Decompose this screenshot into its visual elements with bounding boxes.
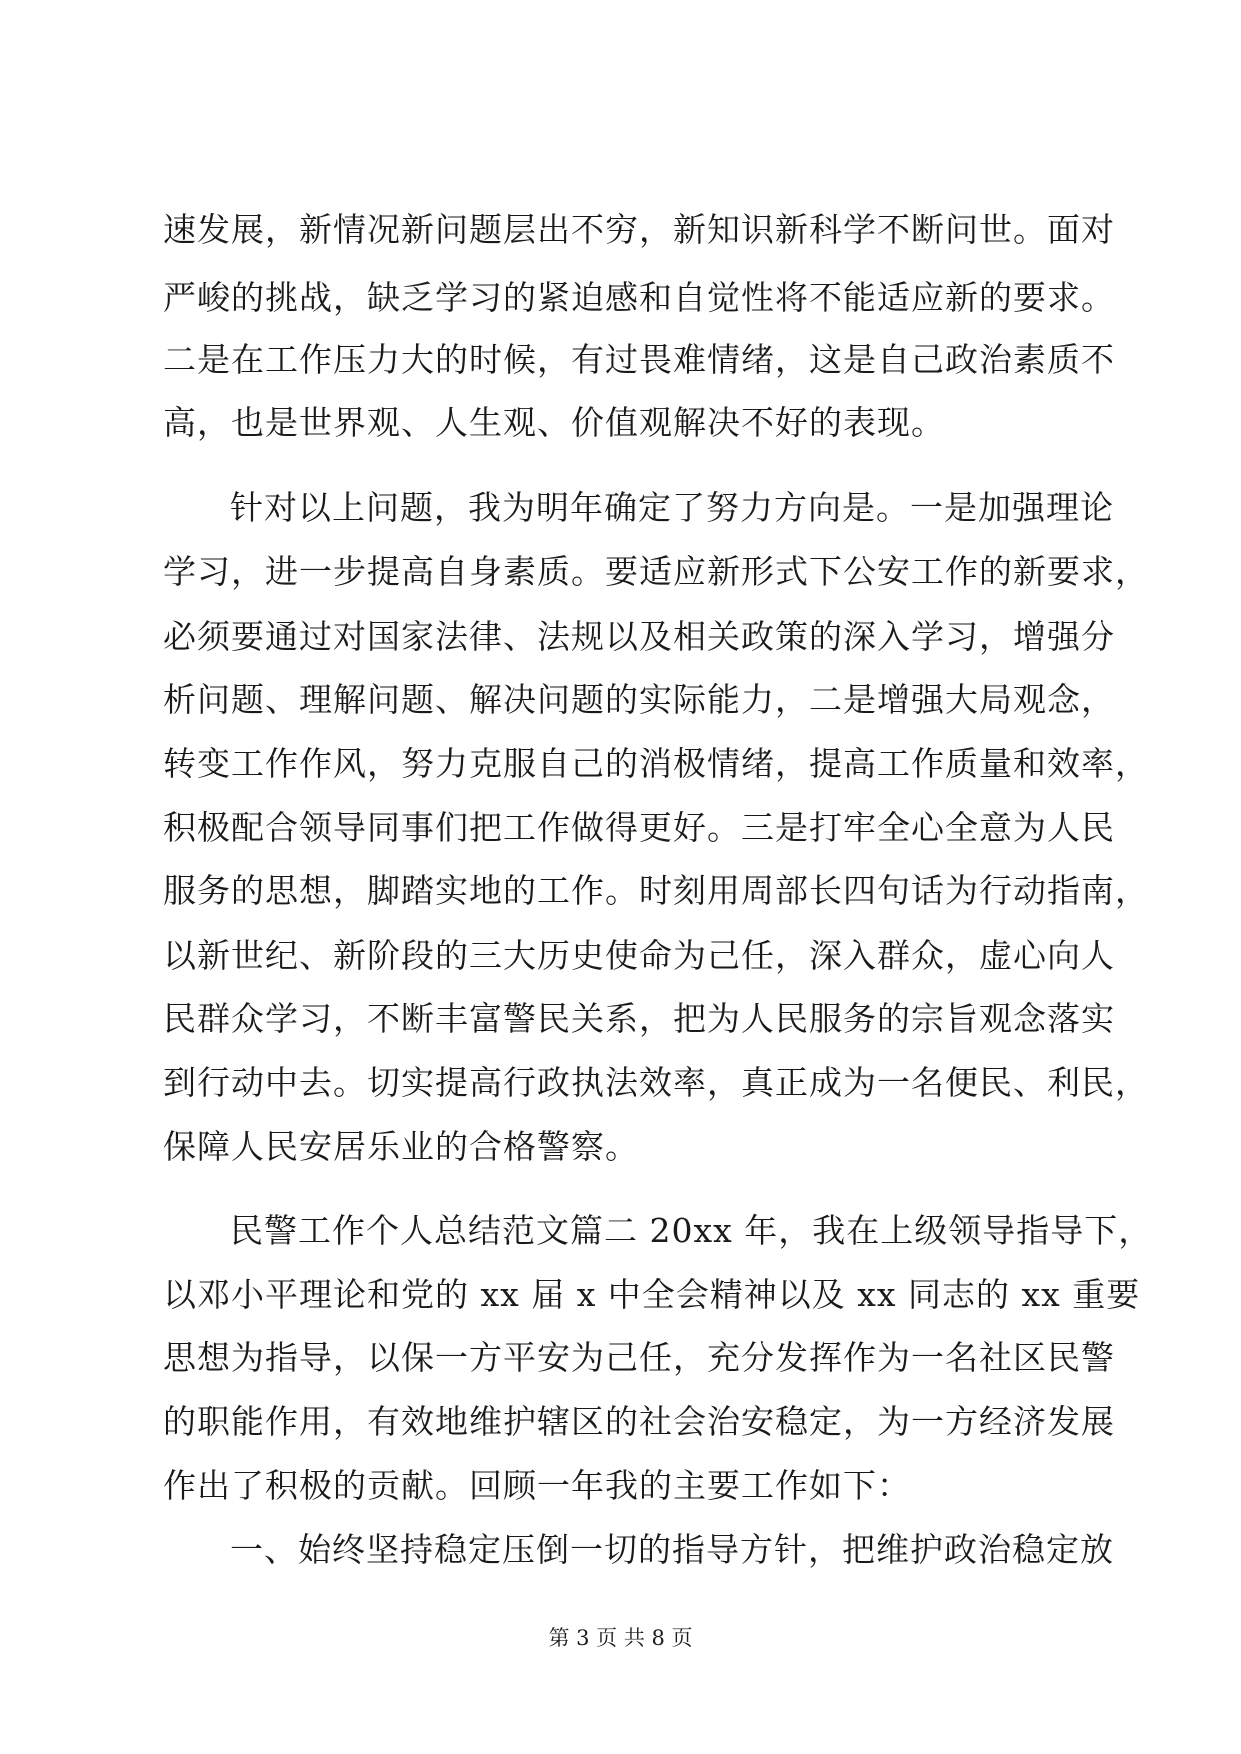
text-line: 二是在工作压力大的时候，有过畏难情绪，这是自己政治素质不 [163, 340, 1115, 379]
text-line: 民群众学习，不断丰富警民关系，把为人民服务的宗旨观念落实 [163, 999, 1115, 1038]
text-line: 以邓小平理论和党的 xx 届 x 中全会精神以及 xx 同志的 xx 重要 [163, 1275, 1141, 1314]
text-line: 保障人民安居乐业的合格警察。 [163, 1127, 639, 1166]
text-line: 严峻的挑战，缺乏学习的紧迫感和自觉性将不能适应新的要求。 [163, 278, 1115, 317]
text-line: 到行动中去。切实提高行政执法效率，真正成为一名便民、利民， [163, 1063, 1149, 1102]
text-line: 必须要通过对国家法律、法规以及相关政策的深入学习，增强分 [163, 617, 1115, 656]
page-number: 第 3 页 共 8 页 [548, 1626, 693, 1650]
text-line: 转变工作作风，努力克服自己的消极情绪，提高工作质量和效率， [163, 744, 1149, 783]
text-line: 的职能作用，有效地维护辖区的社会治安稳定，为一方经济发展 [163, 1402, 1115, 1441]
text-line: 以新世纪、新阶段的三大历史使命为己任，深入群众，虚心向人 [163, 936, 1115, 975]
text-line: 学习，进一步提高自身素质。要适应新形式下公安工作的新要求， [163, 552, 1149, 591]
text-line: 高，也是世界观、人生观、价值观解决不好的表现。 [163, 403, 945, 442]
text-line: 民警工作个人总结范文篇二 20xx 年，我在上级领导指导下， [230, 1211, 1153, 1250]
text-line: 一、始终坚持稳定压倒一切的指导方针，把维护政治稳定放 [230, 1530, 1114, 1569]
text-line: 服务的思想，脚踏实地的工作。时刻用周部长四句话为行动指南， [163, 871, 1149, 910]
text-line: 思想为指导，以保一方平安为己任，充分发挥作为一名社区民警 [163, 1338, 1115, 1377]
text-line: 析问题、理解问题、解决问题的实际能力，二是增强大局观念， [163, 680, 1115, 719]
text-line: 速发展，新情况新问题层出不穷，新知识新科学不断问世。面对 [163, 210, 1115, 249]
text-line: 作出了积极的贡献。回顾一年我的主要工作如下： [163, 1466, 911, 1505]
text-line: 积极配合领导同事们把工作做得更好。三是打牢全心全意为人民 [163, 808, 1115, 847]
text-line: 针对以上问题，我为明年确定了努力方向是。一是加强理论 [230, 488, 1114, 527]
